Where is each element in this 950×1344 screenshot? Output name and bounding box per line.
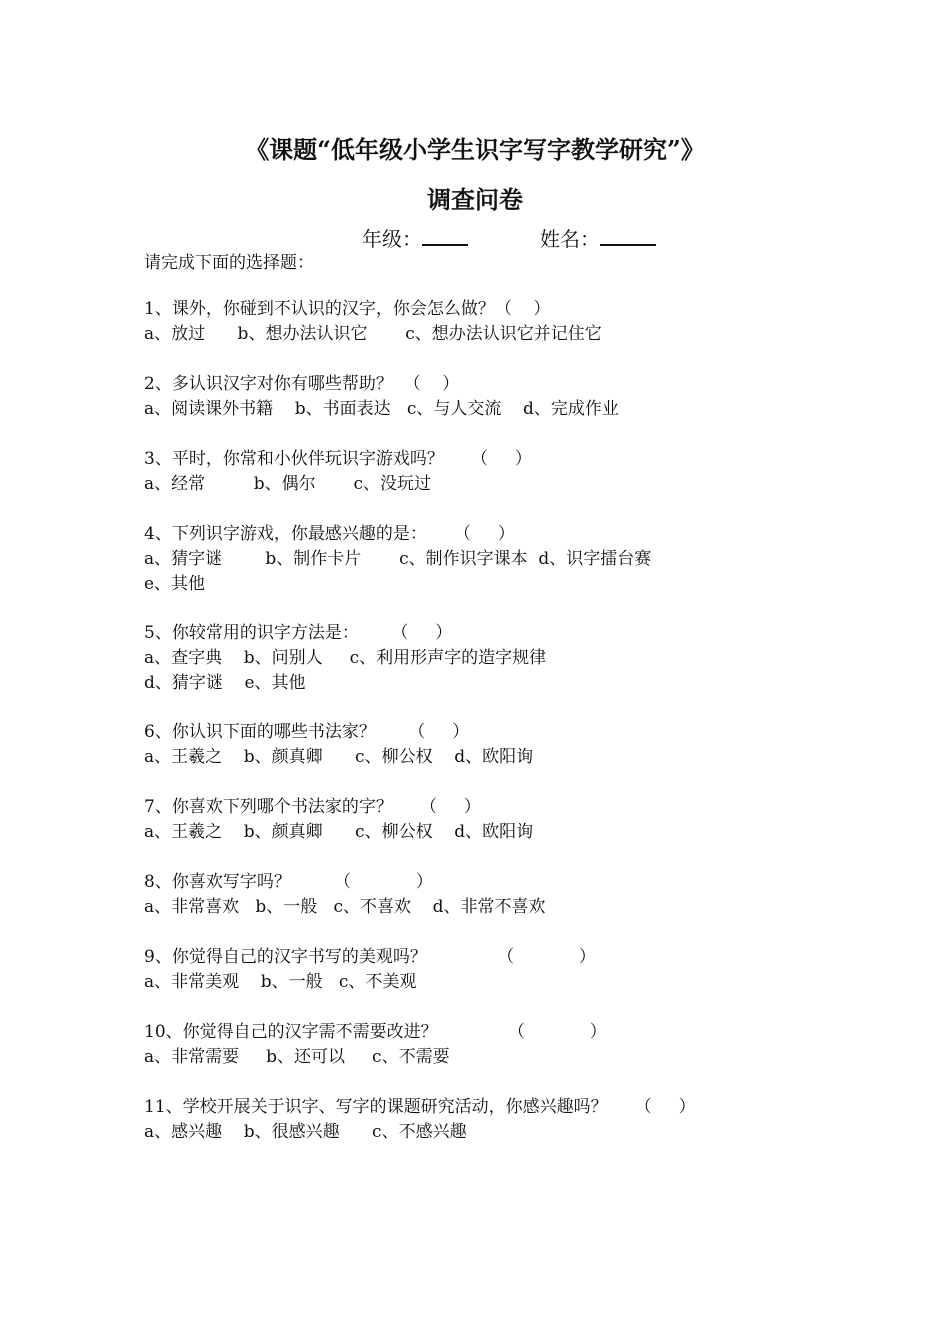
question-text: 4、下列识字游戏，你最感兴趣的是： （ ） <box>144 524 515 544</box>
question-text: 6、你认识下面的哪些书法家？ （ ） <box>144 722 470 742</box>
question-text: 9、你觉得自己的汉字书写的美观吗？ （ ） <box>144 947 596 967</box>
question-text: 11、学校开展关于识字、写字的课题研究活动，你感兴趣吗？ （ ） <box>144 1097 696 1117</box>
question-4 <box>144 522 904 597</box>
question-options: a、非常喜欢 b、一般 c、不喜欢 d、非常不喜欢 <box>144 897 546 917</box>
question-options: a、放过 b、想办法认识它 c、想办法认识它并记住它 <box>144 324 602 344</box>
document-subtitle: 调查问卷 <box>427 185 523 214</box>
question-options: a、猜字谜 b、制作卡片 c、制作识字课本 d、识字擂台赛 <box>144 549 652 569</box>
question-7 <box>144 795 904 845</box>
question-options: a、感兴趣 b、很感兴趣 c、不感兴趣 <box>144 1122 467 1142</box>
question-6 <box>144 720 904 770</box>
question-options: a、经常 b、偶尔 c、没玩过 <box>144 474 431 494</box>
question-options: a、非常美观 b、一般 c、不美观 <box>144 972 417 992</box>
question-2 <box>144 372 904 422</box>
student-info-line <box>362 224 656 253</box>
question-options: a、查字典 b、问别人 c、利用形声字的造字规律 <box>144 648 547 668</box>
instruction-text: 请完成下面的选择题： <box>144 253 314 273</box>
grade-blank[interactable] <box>422 224 468 246</box>
document-title: 《课题“低年级小学生识字写字教学研究”》 <box>245 135 705 164</box>
question-text: 2、多认识汉字对你有哪些帮助？ （ ） <box>144 374 460 394</box>
question-options-continued: e、其他 <box>144 574 206 594</box>
question-options: a、王羲之 b、颜真卿 c、柳公权 d、欧阳询 <box>144 747 534 767</box>
question-options: a、非常需要 b、还可以 c、不需要 <box>144 1047 450 1067</box>
question-options: a、阅读课外书籍 b、书面表达 c、与人交流 d、完成作业 <box>144 399 619 419</box>
question-9 <box>144 945 904 995</box>
question-text: 3、平时，你常和小伙伴玩识字游戏吗？ （ ） <box>144 449 532 469</box>
question-8 <box>144 870 904 920</box>
question-1 <box>144 297 904 347</box>
question-text: 10、你觉得自己的汉字需不需要改进？ （ ） <box>144 1022 607 1042</box>
grade-label: 年级： <box>362 227 422 251</box>
question-text: 1、课外，你碰到不认识的汉字，你会怎么做？（ ） <box>144 299 551 319</box>
question-10 <box>144 1020 904 1070</box>
name-label: 姓名： <box>540 227 600 251</box>
question-text: 8、你喜欢写字吗？ （ ） <box>144 872 433 892</box>
name-blank[interactable] <box>600 224 656 246</box>
question-5 <box>144 621 904 696</box>
question-text: 7、你喜欢下列哪个书法家的字？ （ ） <box>144 797 481 817</box>
question-options-continued: d、猜字谜 e、其他 <box>144 673 306 693</box>
question-text: 5、你较常用的识字方法是： （ ） <box>144 623 453 643</box>
question-options: a、王羲之 b、颜真卿 c、柳公权 d、欧阳询 <box>144 822 534 842</box>
question-11 <box>144 1095 904 1145</box>
question-3 <box>144 447 904 497</box>
